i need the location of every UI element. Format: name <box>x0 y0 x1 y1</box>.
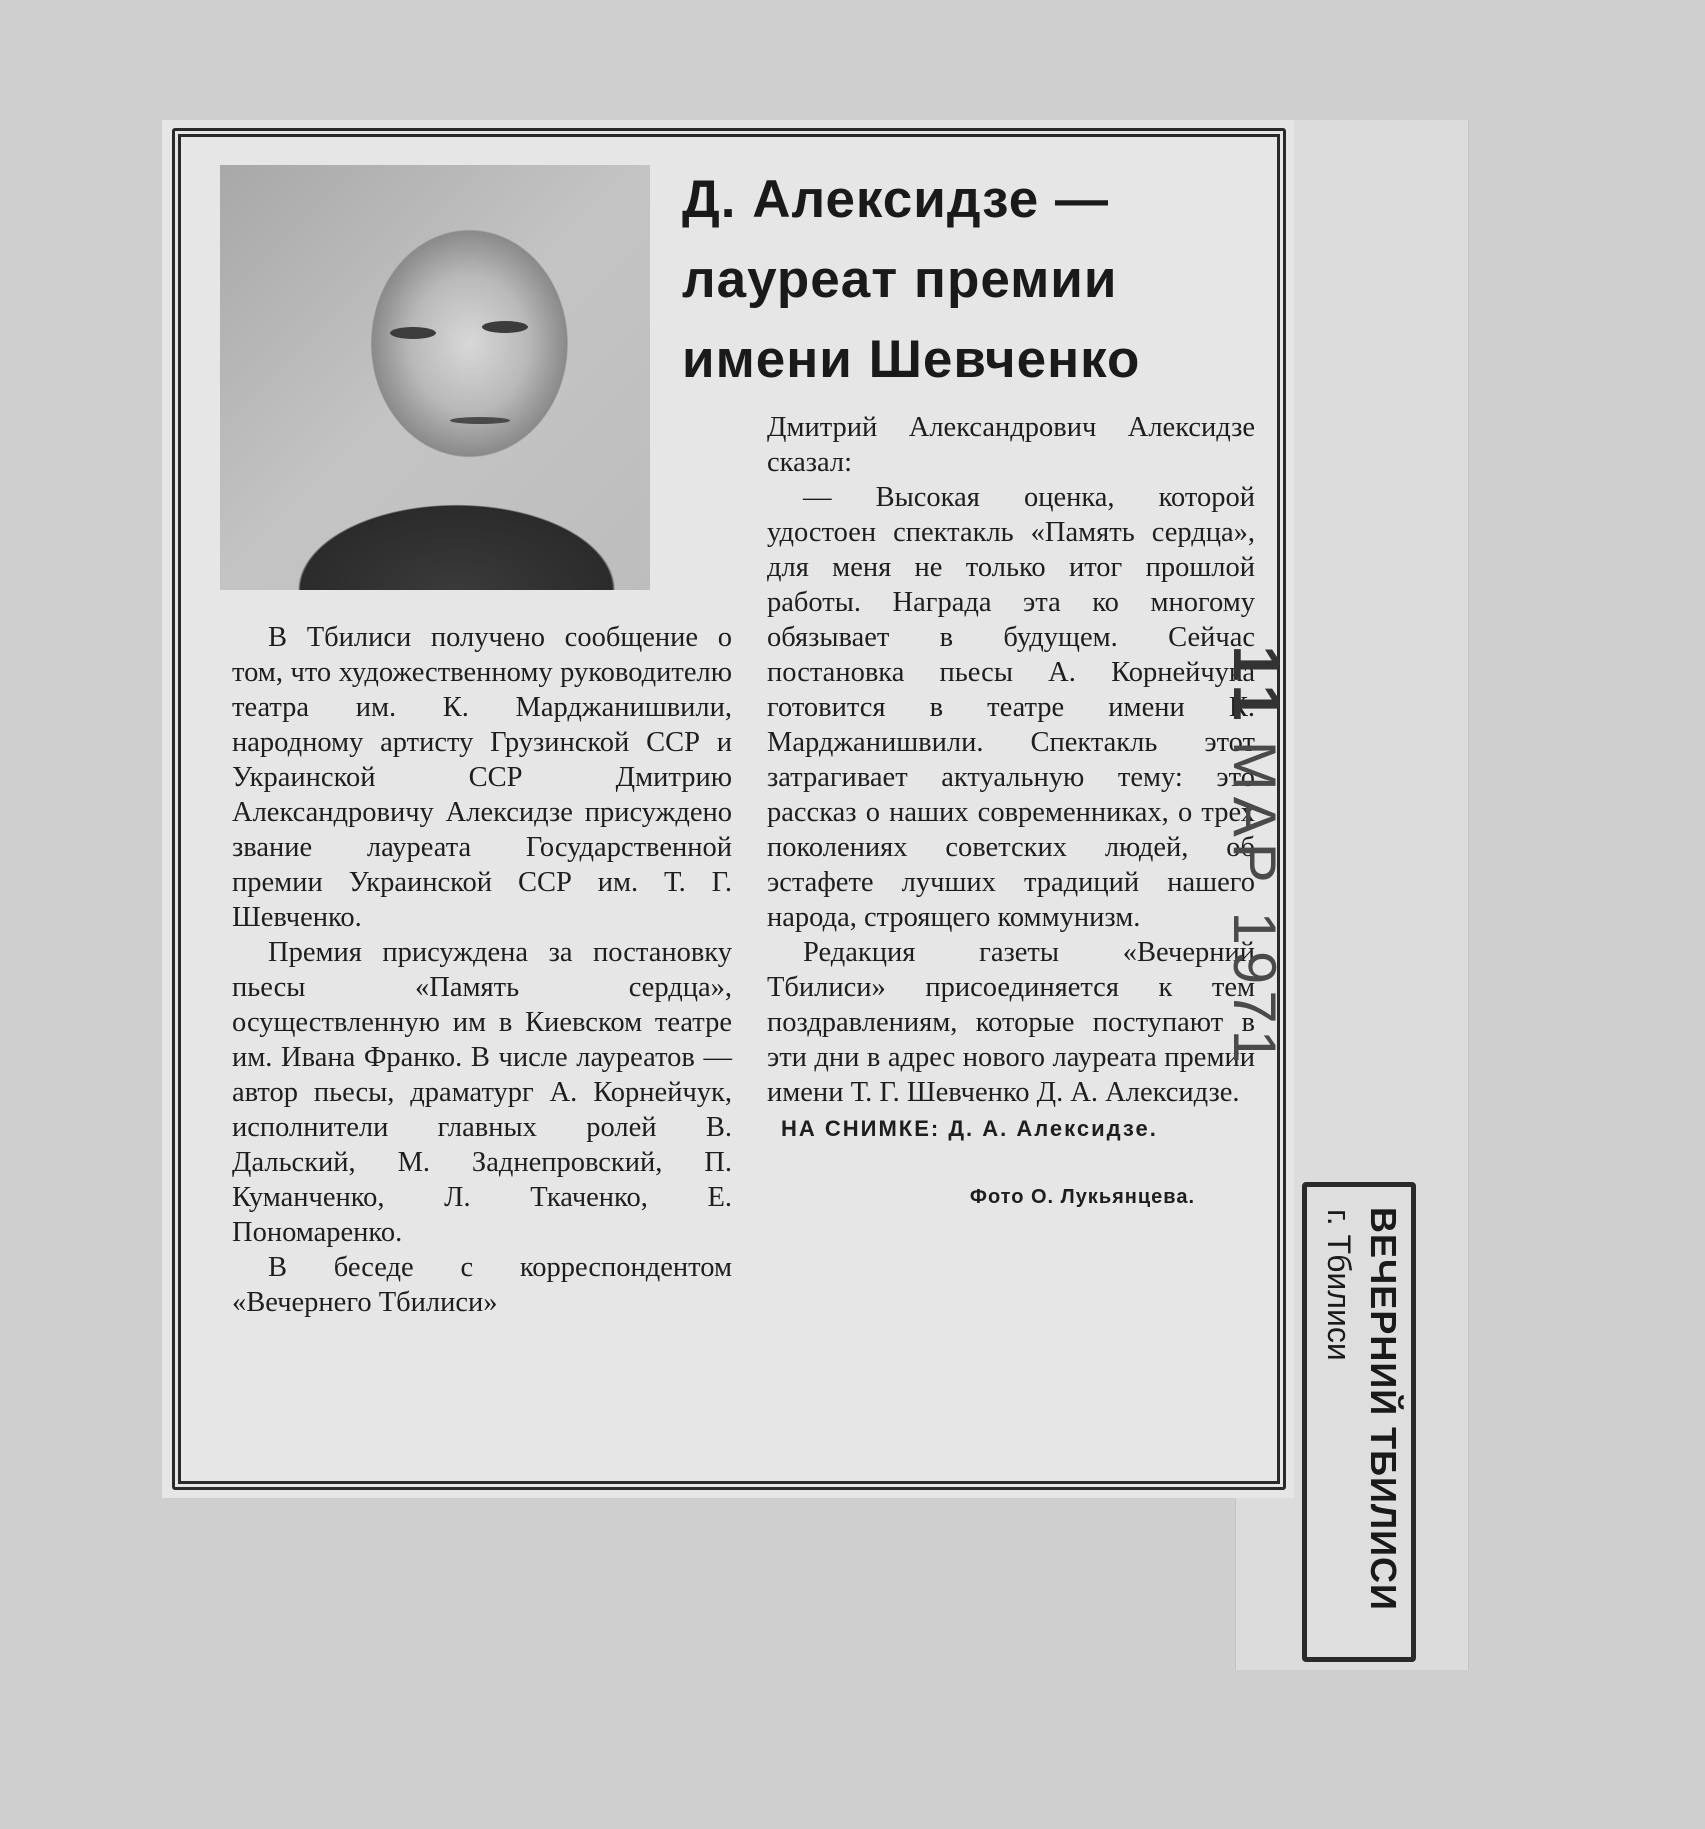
photo-caption: НА СНИМКЕ: Д. А. Алексидзе. <box>781 1116 1158 1141</box>
date-stamp <box>1205 645 1295 1069</box>
date-stamp-day: 11 <box>1220 645 1294 727</box>
headline <box>682 160 1242 400</box>
left-column <box>232 620 732 1320</box>
left-paragraph-3: В беседе с корреспондентом «Вечернего Тбилиси» <box>232 1252 732 1318</box>
photo-eye-right <box>482 321 528 333</box>
left-paragraph-1: В Тбилиси получено сообщение о том, что художественному руководителю театра им. К. Марджанишвили, народному артисту Грузинской ССР и Украинской ССР Дмитрию Александровичу Алексидзе присуждено звание лауреата Государственной премии Украинской ССР им. Т. Г. Шевченко. <box>232 622 732 933</box>
headline-line-1: Д. Алексидзе — <box>682 170 1109 229</box>
newspaper-clipping <box>162 120 1294 1498</box>
right-paragraph-2: — Высокая оценка, которой удостоен спектакль «Память сердца», для меня не только итог прошлой работы. Награда эта ко многому обязывает в будущем. Сейчас постановка пьесы А. Корнейчука готовится в театре имени К. Марджанишвили. Спектакль этот затрагивает актуальную тему: это рассказ о наших современниках, о трех поколениях советских людей, об эстафете лучших традиций нашего народа, строящего коммунизм. <box>767 482 1255 933</box>
headline-line-2: лауреат премии <box>682 250 1118 309</box>
source-city: г. Тбилиси <box>1321 1209 1357 1361</box>
source-label-text <box>1319 1207 1407 1611</box>
source-paper-name: ВЕЧЕРНИЙ ТБИЛИСИ <box>1363 1207 1404 1611</box>
source-label <box>1302 1182 1416 1662</box>
photo-credit: Фото О. Лукьянцева. <box>969 1186 1195 1208</box>
right-paragraph-1: Дмитрий Александрович Алексидзе сказал: <box>767 412 1255 478</box>
portrait-photo <box>220 165 650 590</box>
left-paragraph-2: Премия присуждена за постановку пьесы «Память сердца», осуществленную им в Киевском театре им. Ивана Франко. В числе лауреатов — автор пьесы, драматург А. Корнейчук, исполнители главных ролей В. Дальский, М. Заднепровский, П. Куманченко, Л. Ткаченко, Е. Пономаренко. <box>232 937 732 1248</box>
date-stamp-month-year: МАР 1971 <box>1221 740 1288 1069</box>
right-column <box>767 410 1255 1215</box>
right-paragraph-3: Редакция газеты «Вечерний Тбилиси» присоединяется к тем поздравлениям, которые поступают в эти дни в адрес нового лауреата премии имени Т. Г. Шевченко Д. А. Алексидзе. <box>767 937 1255 1108</box>
headline-line-3: имени Шевченко <box>682 330 1141 389</box>
photo-eye-left <box>390 327 436 339</box>
photo-mouth <box>450 417 510 424</box>
